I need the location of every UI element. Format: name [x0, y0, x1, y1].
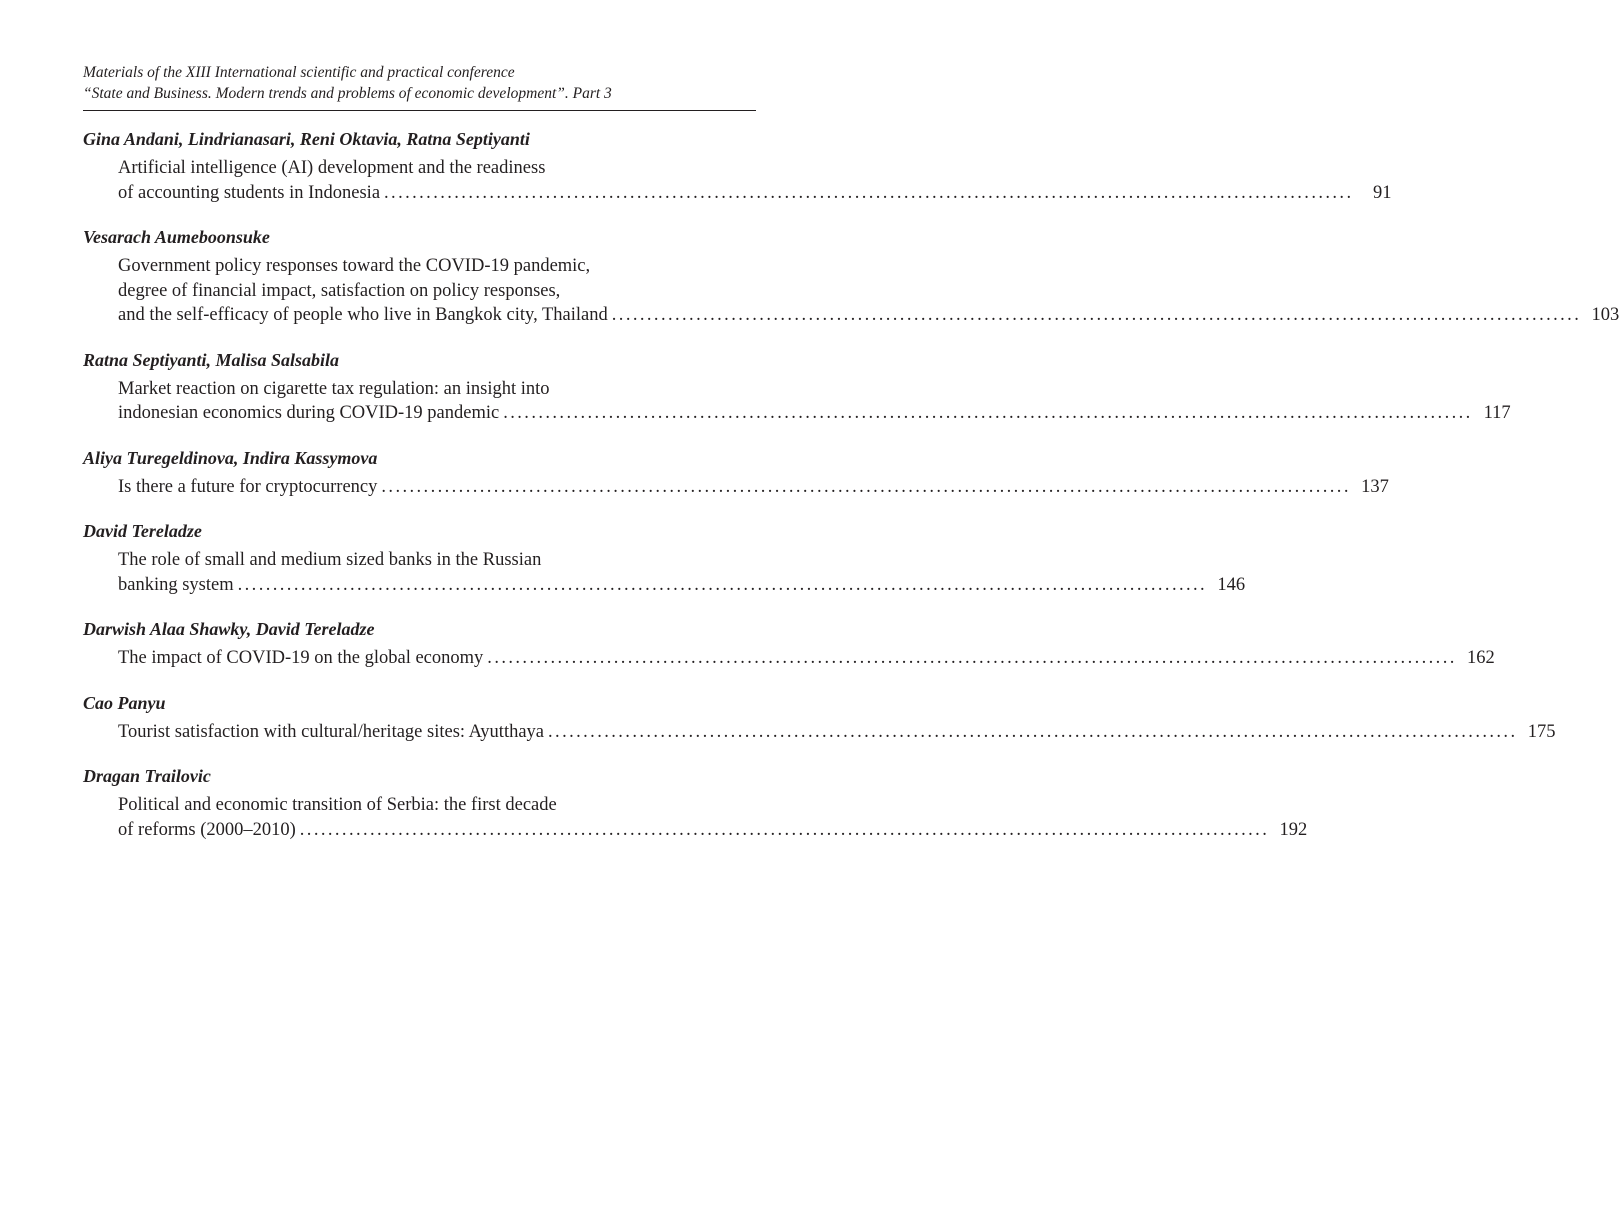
title-last-line: [118, 401, 1511, 426]
title-last-line: [118, 475, 1389, 500]
toc-entry: [83, 617, 1495, 671]
dot-leader: ..........................................................................................................................................: [487, 648, 1457, 668]
entry-title: [83, 377, 1511, 426]
title-last-line: [118, 646, 1495, 671]
toc-entry: [83, 348, 1511, 426]
dot-leader: ..........................................................................................................................................: [384, 182, 1354, 203]
entry-authors: Aliya Turegeldinova, Indira Kassymova: [83, 447, 378, 468]
title-line: Government policy responses toward the COVID-19 pandemic,: [118, 256, 591, 276]
toc-entry: [83, 225, 1619, 328]
entry-authors: Darwish Alaa Shawky, David Tereladze: [83, 619, 375, 639]
toc-entry: [83, 519, 1246, 597]
entry-title: [83, 475, 1389, 500]
toc-entry: [83, 691, 1556, 745]
title-last-line: [118, 573, 1246, 598]
entry-title: [83, 548, 1246, 597]
entry-authors: Gina Andani, Lindrianasari, Reni Oktavia, Ratna Septiyanti: [83, 129, 530, 149]
dot-leader: ..........................................................................................................................................: [503, 403, 1473, 423]
title-line: The role of small and medium sized banks in the Russian: [118, 550, 542, 570]
title-line: of accounting students in Indonesia: [118, 182, 381, 203]
dot-leader: ..........................................................................................................................................: [548, 721, 1518, 742]
title-line: degree of financial impact, satisfaction on policy responses,: [118, 280, 561, 301]
title-last-line: [118, 303, 1619, 328]
entry-title: [83, 793, 1308, 842]
title-line: Is there a future for cryptocurrency: [118, 476, 378, 497]
entry-authors: Ratna Septiyanti, Malisa Salsabila: [83, 349, 340, 370]
header-line-1: Materials of the XIII International scientific and practical conference: [83, 64, 515, 81]
page-number: 103: [1591, 305, 1619, 325]
title-line: banking system: [118, 574, 234, 595]
toc-entry: [83, 446, 1389, 500]
dot-leader: ..........................................................................................................................................: [299, 819, 1270, 840]
title-line: indonesian economics during COVID-19 pandemic: [118, 403, 500, 423]
entry-title: [83, 720, 1556, 745]
title-line: Tourist satisfaction with cultural/heritage sites: Ayutthaya: [118, 721, 545, 742]
title-line: Artificial intelligence (AI) development and the readiness: [118, 158, 546, 178]
entry-authors: Vesarach Aumeboonsuke: [83, 227, 270, 247]
page-number: 192: [1279, 819, 1308, 840]
page-number: 91: [1372, 182, 1392, 203]
dot-leader: ..........................................................................................................................................: [237, 574, 1208, 595]
title-line: The impact of COVID-19 on the global economy: [118, 648, 484, 668]
title-line: Market reaction on cigarette tax regulation: an insight into: [118, 378, 550, 399]
entry-authors: David Tereladze: [83, 521, 202, 541]
entry-title: [83, 254, 1619, 328]
running-header: [83, 62, 756, 111]
entry-title: [83, 156, 1392, 205]
title-line: and the self-efficacy of people who live in Bangkok city, Thailand: [118, 305, 608, 325]
title-last-line: [118, 181, 1392, 206]
entry-authors: Dragan Trailovic: [83, 766, 211, 786]
title-last-line: [118, 818, 1308, 843]
page-number: 137: [1361, 476, 1389, 497]
dot-leader: ..........................................................................................................................................: [381, 476, 1351, 497]
table-of-contents: [83, 127, 1619, 862]
title-last-line: [118, 720, 1556, 745]
page-number: 162: [1467, 648, 1495, 668]
toc-entry: [83, 764, 1308, 842]
page-number: 175: [1527, 721, 1556, 742]
toc-entry: [83, 127, 1392, 205]
entry-title: [83, 646, 1495, 671]
entry-authors: Cao Panyu: [83, 692, 166, 713]
page-number: 146: [1217, 574, 1246, 595]
title-line: Political and economic transition of Serbia: the first decade: [118, 795, 557, 815]
header-line-2: “State and Business. Modern trends and problems of economic development”. Part 3: [83, 85, 612, 102]
page-number: 117: [1483, 403, 1511, 423]
title-line: of reforms (2000–2010): [118, 819, 296, 840]
dot-leader: ..........................................................................................................................................: [611, 305, 1582, 325]
